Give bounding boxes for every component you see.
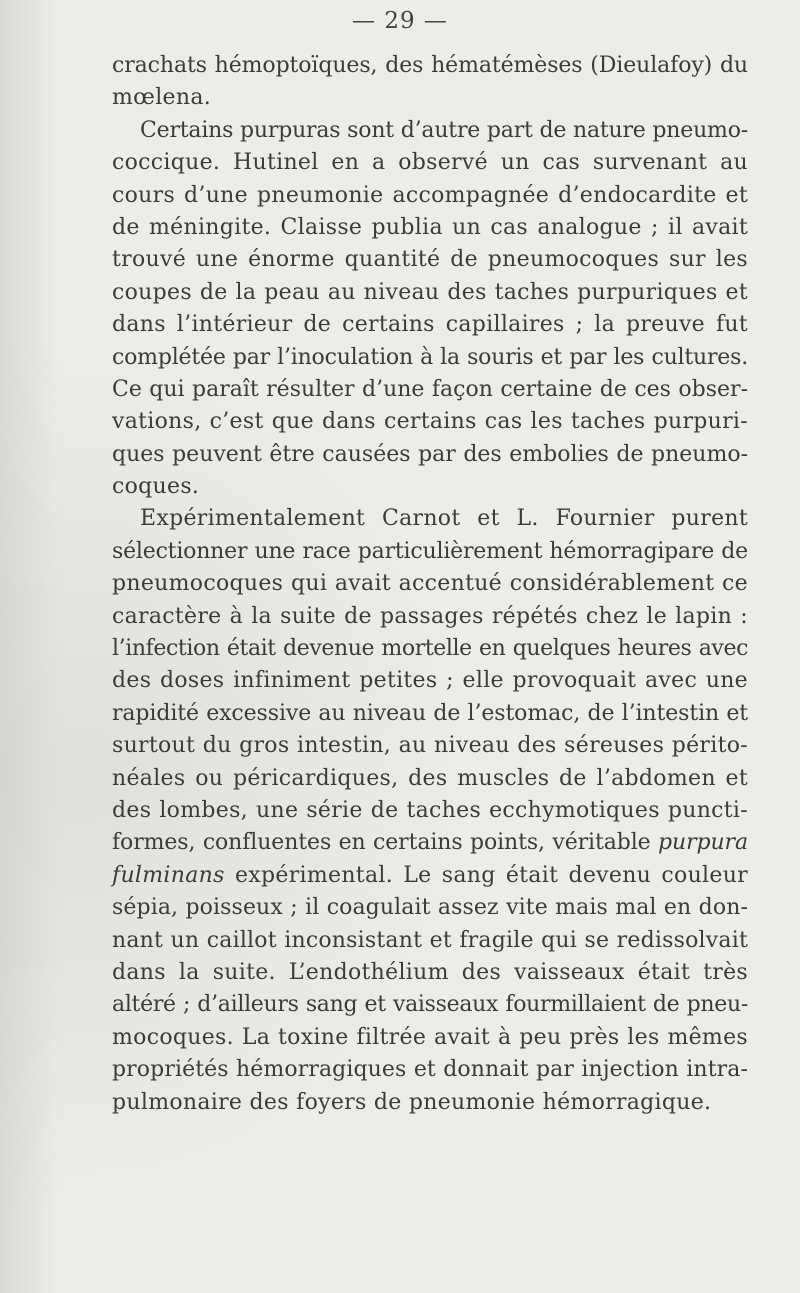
text-line: de méningite. Claisse publia un cas analogue ; il avait [112,214,748,240]
text-line: vations, c’est que dans certains cas les taches purpuri- [112,409,748,435]
text-line: sépia, poisseux ; il coagulait assez vite mais mal en don- [112,895,748,921]
italic-term: fulminans [112,862,225,888]
text-line: caractère à la suite de passages répétés chez le lapin : [112,603,748,629]
text-line: ques peuvent être causées par des embolies de pneumo- [112,441,748,467]
text-line: des doses infiniment petites ; elle provoquait avec une [112,668,748,694]
text-line: pneumocoques qui avait accentué considérablement ce [112,571,748,597]
text-line: Expérimentalement Carnot et L. Fournier purent [140,506,748,532]
text-line: sélectionner une race particulièrement hémorragipare de [112,538,748,564]
text-line: nant un caillot inconsistant et fragile qui se redissolvait [112,927,748,953]
text-line: crachats hémoptoïques, des hématémèses (Dieulafoy) du [112,53,748,78]
text-fragment: formes, confluentes en certains points, véritable [112,830,651,856]
text-line: complétée par l’inoculation à la souris et par les cultures. [112,344,748,370]
text-line-with-italic [112,827,748,859]
text-line: Ce qui paraît résulter d’une façon certaine de ces obser- [112,376,748,402]
body-text [112,50,748,1119]
text-line: l’infection était devenue mortelle en quelques heures avec [112,636,748,662]
text-line: trouvé une énorme quantité de pneumocoques sur les [112,247,748,273]
text-line: mœlena. [112,85,212,111]
text-line: coques. [112,474,200,500]
text-line: des lombes, une série de taches ecchymotiques puncti- [112,797,748,823]
text-line: rapidité excessive au niveau de l’estomac, de l’intestin et [112,700,748,726]
text-line: Certains purpuras sont d’autre part de nature pneumo- [140,117,748,143]
page-number: — 29 — [352,8,448,34]
text-line: coccique. Hutinel en a observé un cas survenant au [112,150,748,176]
text-line: dans la suite. L’endothélium des vaisseaux était très [112,959,748,985]
text-line: coupes de la peau au niveau des taches purpuriques et [112,279,748,305]
text-line: propriétés hémorragiques et donnait par injection intra- [112,1057,748,1083]
text-line: mocoques. La toxine filtrée avait à peu près les mêmes [112,1024,748,1050]
text-line: dans l’intérieur de certains capillaires ; la preuve fut [112,312,748,338]
text-fragment: expérimental. Le sang était devenu couleur [234,862,748,888]
text-line: pulmonaire des foyers de pneumonie hémorragique. [112,1089,712,1115]
text-line: altéré ; d’ailleurs sang et vaisseaux fourmillaient de pneu- [112,992,748,1018]
text-line: néales ou péricardiques, des muscles de l’abdomen et [112,765,748,791]
italic-term: purpura [658,830,748,856]
text-line: cours d’une pneumonie accompagnée d’endocardite et [112,182,748,208]
text-line-with-italic [112,860,748,892]
text-line: surtout du gros intestin, au niveau des séreuses périto- [112,733,748,759]
